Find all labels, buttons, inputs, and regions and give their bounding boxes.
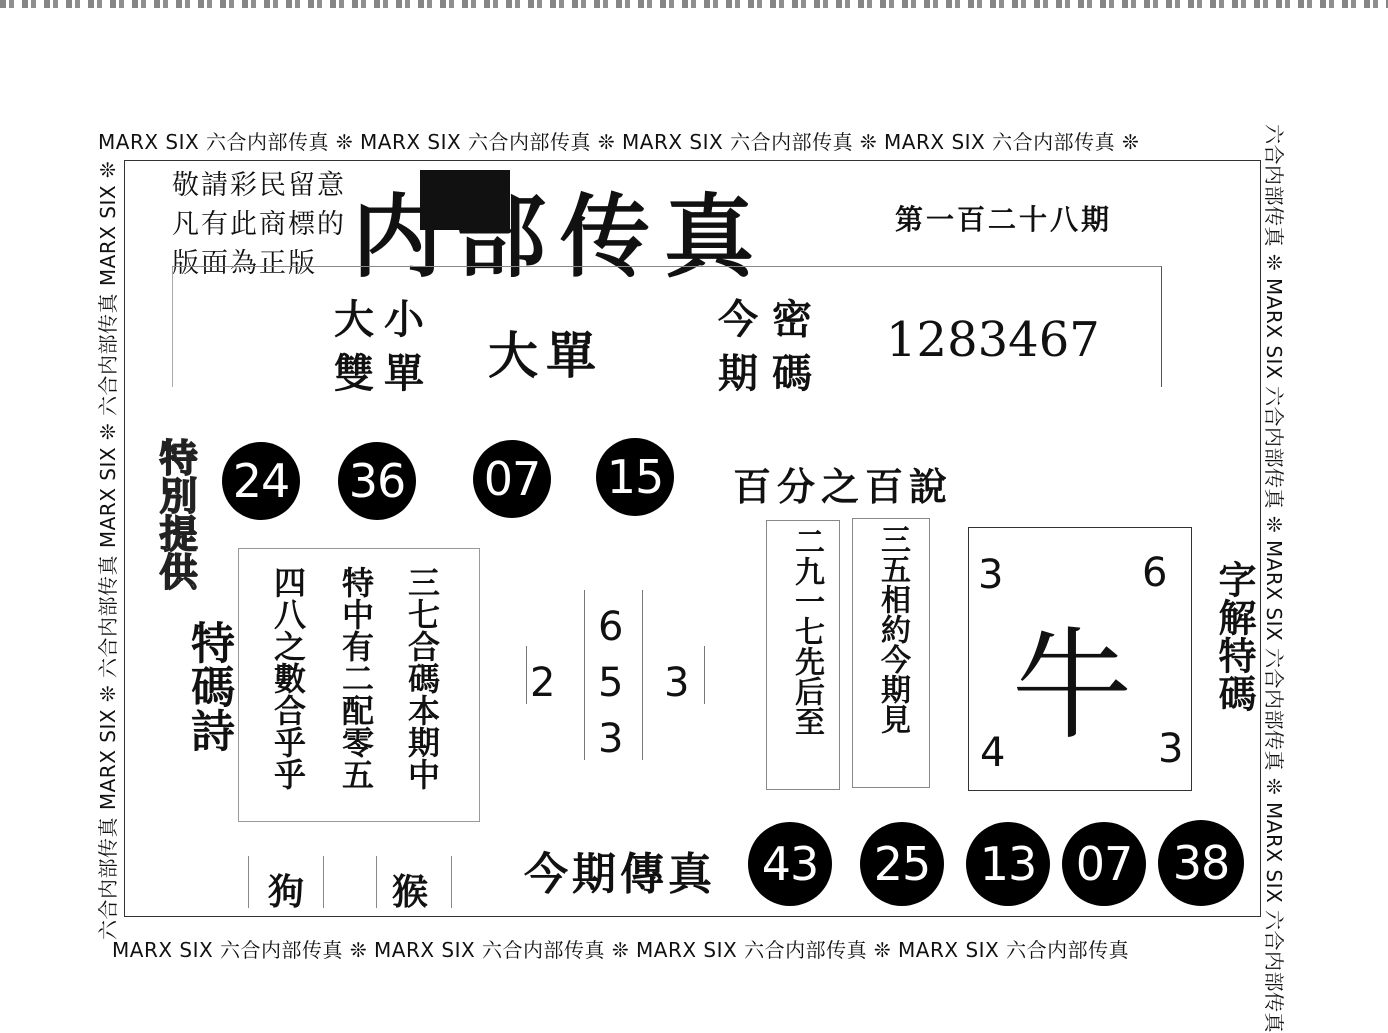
special-ball: 36 <box>338 442 416 520</box>
secret-top: 今密 <box>718 297 826 343</box>
border-text-bottom: MARX SIX 六合内部传真 ❊ MARX SIX 六合内部传真 ❊ MARX SIX 六合内部传真 ❊ MARX SIX 六合内部传真 <box>112 938 1130 962</box>
border-text-right: 六合内部传真 ❊ MARX SIX 六合内部传真 ❊ MARX SIX 六合内部传真 ❊ MARX SIX 六合内部传真 <box>1262 124 1286 1033</box>
fax-label: 今期傳真 <box>524 849 716 900</box>
cross-number-left: 2 <box>530 660 556 706</box>
animal-left: 狗 <box>268 872 305 913</box>
poem-line: 四八之數合乎乎 <box>269 566 307 790</box>
cross-number-center: 5 <box>598 660 624 706</box>
special-ball: 15 <box>596 438 674 516</box>
poem-line: 三七合碼本期中 <box>403 566 441 790</box>
secret-code: 1283467 <box>886 312 1100 368</box>
notice-line: 版面為正版 <box>172 248 317 279</box>
char-corner-tr: 6 <box>1142 550 1168 596</box>
notice-line: 敬請彩民留意 <box>172 170 346 201</box>
cross-divider <box>704 646 705 704</box>
special-ball: 24 <box>222 442 300 520</box>
notice-line: 凡有此商標的 <box>172 209 346 240</box>
poem-label: 特碼詩 <box>183 620 234 752</box>
size-parity-value: 大單 <box>488 327 604 385</box>
cross-number-right: 3 <box>664 660 690 706</box>
cross-divider <box>584 590 585 760</box>
cross-divider <box>526 646 527 704</box>
cross-number-top: 6 <box>598 604 624 650</box>
size-parity-bottom: 雙單 <box>334 351 434 397</box>
char-corner-bl: 4 <box>980 730 1006 776</box>
animal-right: 猴 <box>392 872 429 913</box>
border-text-left: 六合内部传真 MARX SIX ❊ 六合内部传真 MARX SIX ❊ 六合内部传真 MARX SIX ❊ <box>96 160 120 940</box>
poem-line: 特中有二配零五 <box>337 566 375 790</box>
border-text-top: MARX SIX 六合内部传真 ❊ MARX SIX 六合内部传真 ❊ MARX SIX 六合内部传真 ❊ MARX SIX 六合内部传真 ❊ <box>98 130 1140 154</box>
fax-ball: 25 <box>860 822 944 906</box>
verse-left: 二九一七先后至 <box>789 526 824 736</box>
fax-ball: 07 <box>1062 822 1146 906</box>
issue-number: 第一百二十八期 <box>895 203 1113 236</box>
special-ball: 07 <box>473 440 551 518</box>
cross-divider <box>642 590 643 760</box>
cross-number-bottom: 3 <box>598 716 624 762</box>
character-main: 牛 <box>1012 617 1132 756</box>
scan-edge <box>0 0 1388 8</box>
percent-label: 百分之百說 <box>733 465 954 509</box>
page-title: 内部传真 <box>352 185 768 290</box>
secret-bottom: 期碼 <box>718 351 826 397</box>
char-label: 字解特碼 <box>1212 560 1256 712</box>
size-parity-top: 大小 <box>334 297 434 343</box>
fax-ball: 43 <box>748 822 832 906</box>
special-label: 特別提供 <box>153 438 197 590</box>
char-corner-tl: 3 <box>978 552 1004 598</box>
fax-ball: 38 <box>1158 820 1244 906</box>
verse-right: 三五相約今期見 <box>875 524 910 734</box>
char-corner-br: 3 <box>1158 726 1184 772</box>
fax-ball: 13 <box>966 822 1050 906</box>
